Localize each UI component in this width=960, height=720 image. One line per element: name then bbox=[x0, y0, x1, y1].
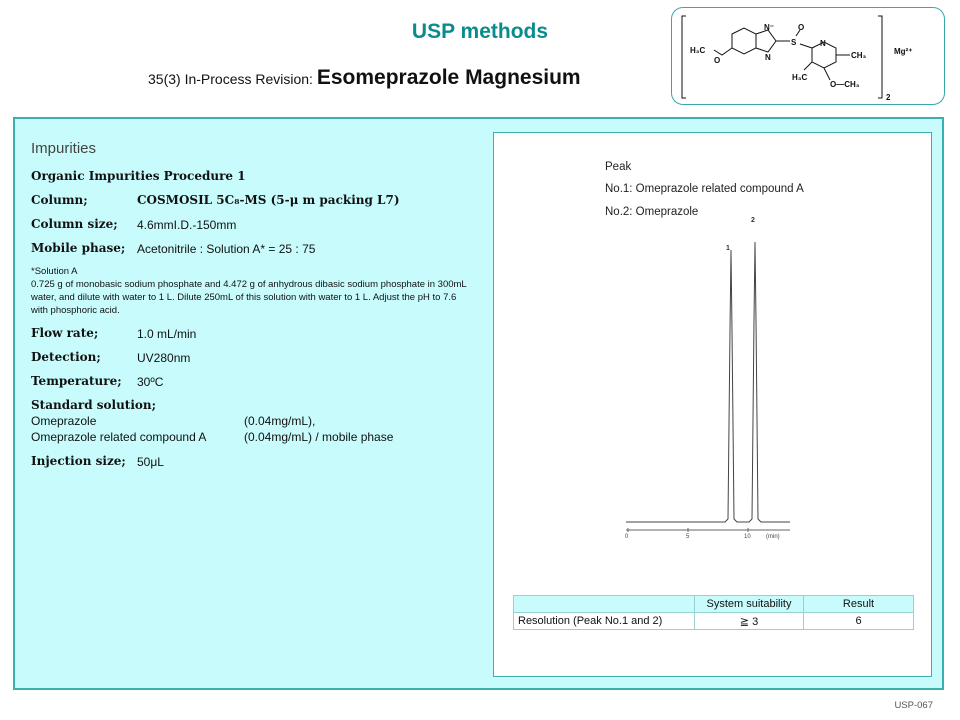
temperature-label: Temperature; bbox=[31, 374, 122, 388]
mobile-phase-label: Mobile phase; bbox=[31, 241, 126, 255]
std1-name: Omeprazole bbox=[31, 414, 97, 428]
struct-label-h3c-bottom: H₃C bbox=[792, 73, 808, 82]
solution-a-text: 0.725 g of monobasic sodium phosphate and 4.472 g of anhydrous dibasic sodium phosphate in 300mL water, and dilute with water to 1 L. Dilute 250mL of this solution with water to 1 L. Adjust the pH to 7.6 with phosphoric acid. bbox=[31, 279, 467, 316]
results-table bbox=[513, 595, 914, 630]
detection-label: Detection; bbox=[31, 350, 101, 364]
standard-solution-label: Standard solution; bbox=[31, 398, 157, 412]
struct-label-mg: Mg²⁺ bbox=[894, 47, 913, 56]
tick-unit: (min) bbox=[766, 534, 780, 540]
flow-rate-value: 1.0 mL/min bbox=[137, 327, 197, 341]
mobile-phase-row bbox=[31, 241, 125, 255]
injection-value: 50μL bbox=[137, 455, 164, 469]
struct-label-n-minus: N⁻ bbox=[764, 23, 774, 32]
results-row bbox=[514, 613, 914, 630]
struct-label-h3c: H₃C bbox=[690, 46, 706, 55]
peak-label-2: 2 bbox=[751, 217, 755, 224]
struct-label-s: S bbox=[791, 38, 797, 47]
legend-peak-1: No.1: Omeprazole related compound A bbox=[605, 183, 804, 195]
procedure-label: Organic Impurities Procedure 1 bbox=[31, 169, 246, 183]
tick-label-0: 0 bbox=[625, 534, 629, 540]
results-header-blank bbox=[514, 596, 695, 613]
results-row-result: 6 bbox=[804, 613, 914, 630]
section-heading: Impurities bbox=[31, 140, 97, 157]
solution-a-title: *Solution A bbox=[31, 266, 78, 277]
results-header-result: Result bbox=[804, 596, 914, 613]
mobile-phase-value: Acetonitrile : Solution A* = 25 : 75 bbox=[137, 242, 316, 256]
detection-row bbox=[31, 350, 101, 364]
chromatogram bbox=[600, 210, 800, 545]
struct-label-n: N bbox=[765, 53, 771, 62]
chromatogram-trace bbox=[626, 242, 790, 522]
column-value: COSMOSIL 5C₈-MS (5-μ m packing L7) bbox=[137, 193, 400, 207]
results-header-suitability: System suitability bbox=[695, 596, 804, 613]
page-title: USP methods bbox=[411, 20, 549, 43]
page-subtitle bbox=[148, 66, 581, 90]
struct-label-o: O bbox=[714, 56, 721, 65]
temperature-value: 30ºC bbox=[137, 375, 164, 389]
struct-label-n-py: N bbox=[820, 39, 826, 48]
legend-title: Peak bbox=[605, 161, 632, 173]
struct-label-ch3: CH₃ bbox=[851, 51, 867, 60]
struct-label-o-s: O bbox=[798, 23, 805, 32]
std1-conc: (0.04mg/mL), bbox=[244, 414, 316, 428]
procedure-title bbox=[31, 169, 246, 183]
legend-peak-2: No.2: Omeprazole bbox=[605, 206, 699, 218]
tick-label-5: 5 bbox=[686, 534, 690, 540]
solution-a-note bbox=[31, 265, 471, 317]
tick-label-10: 10 bbox=[744, 534, 751, 540]
revision-label: 35(3) In-Process Revision: bbox=[148, 71, 313, 87]
results-row-suitability: ≧ 3 bbox=[695, 613, 804, 630]
esomeprazole-structure-drawing bbox=[672, 8, 944, 104]
struct-label-subscript-2: 2 bbox=[886, 93, 891, 102]
column-size-value: 4.6mmI.D.-150mm bbox=[137, 218, 237, 232]
column-label: Column; bbox=[31, 193, 88, 207]
column-size-label: Column size; bbox=[31, 217, 118, 231]
std2-conc: (0.04mg/mL) / mobile phase bbox=[244, 430, 394, 444]
temperature-row bbox=[31, 374, 122, 388]
std2-name: Omeprazole related compound A bbox=[31, 430, 207, 444]
peak-label-1: 1 bbox=[726, 245, 730, 252]
results-row-label: Resolution (Peak No.1 and 2) bbox=[514, 613, 695, 630]
struct-label-o-ch3: O—CH₃ bbox=[830, 80, 860, 89]
column-row bbox=[31, 193, 88, 207]
flow-rate-row bbox=[31, 326, 98, 340]
footer-code: USP-067 bbox=[894, 700, 933, 711]
detection-value: UV280nm bbox=[137, 351, 191, 365]
flow-rate-label: Flow rate; bbox=[31, 326, 99, 340]
compound-name: Esomeprazole Magnesium bbox=[316, 66, 581, 89]
column-size-row bbox=[31, 217, 118, 231]
injection-row bbox=[31, 454, 126, 468]
injection-label: Injection size; bbox=[31, 454, 126, 468]
structure-box bbox=[671, 7, 945, 105]
standard-solution-row bbox=[31, 398, 156, 412]
results-header-row bbox=[514, 596, 914, 613]
